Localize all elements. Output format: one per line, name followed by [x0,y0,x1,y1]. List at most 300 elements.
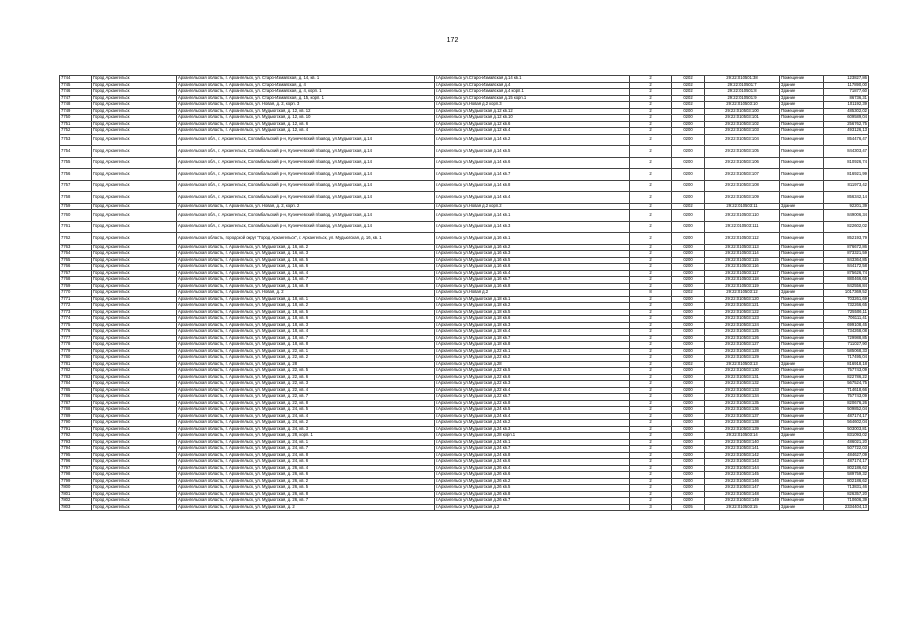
address-cell: Архангельская обл., г. Архангельск, Соломбальский р-н, Кузнечевский п/завод, ул.Мудьюгская, д.14 [177,157,435,169]
group-code-cell: 2 [630,192,672,204]
group-code-cell: 2 [630,277,672,284]
type-code-cell: 0200 [672,169,705,181]
type-code-cell: 0200 [672,485,705,492]
short-address-cell: г.Архангельск ул.Мудьюгская д.22 кв.3 [435,381,630,388]
municipality-cell: Город Архангельск [92,210,177,222]
short-address-cell: г.Архангельск ул.Мудьюгская д.18 кв.6 [435,316,630,323]
cadastral-number-cell: 29:22:010503:114 [705,251,780,258]
table-row [60,342,869,349]
group-code-cell: 2 [630,115,672,122]
value-cell: 875626,74 [824,270,869,277]
cadastral-number-cell: 29:22:010503:139 [705,426,780,433]
municipality-cell: Город Архангельск [92,387,177,394]
value-cell: 725506,11 [824,309,869,316]
object-type-cell: Помещение [780,264,824,271]
type-code-cell: 0200 [672,374,705,381]
object-type-cell: Помещение [780,180,824,192]
address-cell: Архангельская область, г. Архангельск, ул. Мудьюгская, д. 24, кв. 2 [177,420,435,427]
short-address-cell: г.Архангельск ул.Мудьюгская д.18 кв.1 [435,296,630,303]
value-cell: 856342,14 [824,192,869,204]
municipality-cell: Город Архангельск [92,277,177,284]
municipality-cell: Город Архангельск [92,452,177,459]
type-code-cell: 0200 [672,108,705,115]
value-cell: 699108,45 [824,322,869,329]
short-address-cell: г.Архангельск ул.Мудьюгская д.26 кв.8 [435,491,630,498]
row-number-cell: 7745 [60,82,92,89]
value-cell: 734268,08 [824,329,869,336]
table-row [60,465,869,472]
row-number-cell: 7779 [60,348,92,355]
short-address-cell: г.Архангельск ул.Мудьюгская д.14 кв.6 [435,157,630,169]
object-type-cell: Помещение [780,121,824,128]
table-row [60,102,869,109]
short-address-cell: г.Архангельск ул.Мудьюгская д.28 корп.1 [435,433,630,440]
row-number-cell: 7744 [60,76,92,83]
type-code-cell: 0200 [672,146,705,158]
table-row [60,244,869,251]
type-code-cell: 0205 [672,504,705,511]
row-number-cell: 7785 [60,387,92,394]
group-code-cell: 2 [630,251,672,258]
type-code-cell: 0200 [672,387,705,394]
object-type-cell: Здание [780,433,824,440]
address-cell: Архангельская область, г. Архангельск, ул. Мудьюгская, д. 28 [177,361,435,368]
table-row [60,146,869,158]
group-code-cell: 2 [630,303,672,310]
group-code-cell: 2 [630,348,672,355]
short-address-cell: г.Архангельск ул.Мудьюгская д.16 кв.1 [435,233,630,245]
cadastral-number-cell: 29:22:010503:122 [705,309,780,316]
table-row [60,368,869,375]
object-type-cell: Помещение [780,335,824,342]
value-cell: 873321,59 [824,251,869,258]
short-address-cell: г.Архангельск ул.Новая д.2 корп.2 [435,203,630,210]
object-type-cell: Здание [780,95,824,102]
value-cell: 71877,60 [824,89,869,96]
type-code-cell: 0200 [672,257,705,264]
address-cell: Архангельская область, г. Архангельск, ул. Мудьюгская, д. 22, кв. 6 [177,374,435,381]
table-row [60,433,869,440]
object-type-cell: Помещение [780,303,824,310]
municipality-cell: Город Архангельск [92,146,177,158]
short-address-cell: г.Архангельск ул.Мудьюгская д.14 кв.5 [435,146,630,158]
municipality-cell: Город Архангельск [92,374,177,381]
type-code-cell: 0200 [672,433,705,440]
municipality-cell: Город Архангельск [92,472,177,479]
short-address-cell: г.Архангельск ул.Мудьюгская д.14 кв.3 [435,221,630,233]
group-code-cell: 2 [630,342,672,349]
cadastral-number-cell: 29:22:010503:105 [705,146,780,158]
municipality-cell: Город Архангельск [92,491,177,498]
value-cell: 256762,75 [824,121,869,128]
value-cell: 507722,03 [824,446,869,453]
type-code-cell: 0200 [672,452,705,459]
object-type-cell: Помещение [780,233,824,245]
row-number-cell: 7771 [60,296,92,303]
cadastral-number-cell: 29:22:010503:146 [705,478,780,485]
object-type-cell: Помещение [780,210,824,222]
registry-table [59,75,869,511]
table-row [60,89,869,96]
short-address-cell: г.Архангельск ул.Мудьюгская д.2 [435,504,630,511]
municipality-cell: Город Архангельск [92,478,177,485]
short-address-cell: г.Архангельск ул.Мудьюгская д.22 кв.2 [435,355,630,362]
row-number-cell: 7789 [60,413,92,420]
table-row [60,121,869,128]
municipality-cell: Город Архангельск [92,270,177,277]
cadastral-number-cell: 29:22:010503:10 [705,102,780,109]
address-cell: Архангельская обл., г. Архангельск, Соломбальский р-н, Кузнечевский п/завод, ул.Мудьюгская, д.14 [177,146,435,158]
municipality-cell: Город Архангельск [92,485,177,492]
object-type-cell: Помещение [780,400,824,407]
type-code-cell: 0200 [672,407,705,414]
group-code-cell: 2 [630,452,672,459]
address-cell: Архангельская обл., г. Архангельск, Соломбальский р-н, Кузнечевский п/завод, ул.Мудьюгская, д.14 [177,192,435,204]
object-type-cell: Здание [780,82,824,89]
value-cell: 849006,34 [824,210,869,222]
object-type-cell: Помещение [780,348,824,355]
cadastral-number-cell: 29:22:010503:103 [705,128,780,135]
address-cell: Архангельская область, г. Архангельск, ул. Мудьюгская, д. 22, кв. 3 [177,381,435,388]
short-address-cell: г.Архангельск ул.Мудьюгская д.22 кв.5 [435,368,630,375]
value-cell: 717495,04 [824,355,869,362]
short-address-cell: г.Архангельск ул.Мудьюгская д.18 кв.7 [435,335,630,342]
value-cell: 711027,90 [824,342,869,349]
municipality-cell: Город Архангельск [92,426,177,433]
type-code-cell: 0200 [672,342,705,349]
value-cell: 487174,17 [824,413,869,420]
value-cell: 2334404,13 [824,504,869,511]
type-code-cell: 0200 [672,115,705,122]
address-cell: Архангельская область, г. Архангельск, ул. Мудьюгская, д. 16, кв. 3 [177,251,435,258]
row-number-cell: 7792 [60,433,92,440]
municipality-cell: Город Архангельск [92,465,177,472]
row-number-cell: 7761 [60,221,92,233]
cadastral-number-cell: 29:22:010503:135 [705,400,780,407]
table-row [60,221,869,233]
address-cell: Архангельская область, г. Архангельск, ул. Мудьюгская, д. 26, кв. 7 [177,498,435,505]
short-address-cell: г.Архангельск ул.Мудьюгская д.18 кв.3 [435,322,630,329]
group-code-cell: 2 [630,459,672,466]
type-code-cell: 0200 [672,329,705,336]
row-number-cell: 7751 [60,121,92,128]
group-code-cell: 2 [630,134,672,146]
municipality-cell: Город Архангельск [92,439,177,446]
table-row [60,210,869,222]
table-row [60,426,869,433]
row-number-cell: 7786 [60,394,92,401]
value-cell: 487174,17 [824,459,869,466]
value-cell: 732266,65 [824,303,869,310]
municipality-cell: Город Архангельск [92,89,177,96]
object-type-cell: Помещение [780,270,824,277]
object-type-cell: Помещение [780,394,824,401]
group-code-cell: 2 [630,426,672,433]
cadastral-number-cell: 29:22:010503:129 [705,355,780,362]
type-code-cell: 0200 [672,439,705,446]
address-cell: Архангельская область, г. Архангельск, ул. Мудьюгская, д. 18, кв. 5 [177,309,435,316]
group-code-cell: 2 [630,157,672,169]
table-row [60,95,869,102]
value-cell: 757743,09 [824,394,869,401]
group-code-cell: 2 [630,413,672,420]
row-number-cell: 7787 [60,400,92,407]
short-address-cell: г.Архангельск ул.Мудьюгская д.26 кв.6 [435,472,630,479]
address-cell: Архангельская область, г. Архангельск, ул. Мудьюгская, д. 22, кв. 8 [177,400,435,407]
object-type-cell: Помещение [780,498,824,505]
type-code-cell: 0200 [672,478,705,485]
value-cell: 826357,20 [824,491,869,498]
value-cell: 843364,85 [824,257,869,264]
object-type-cell: Помещение [780,355,824,362]
type-code-cell: 0200 [672,400,705,407]
type-code-cell: 0200 [672,335,705,342]
short-address-cell: г.Архангельск ул.Старо-Измайская д.4 [435,82,630,89]
short-address-cell: г.Архангельск ул.Новая д.2 [435,290,630,297]
object-type-cell: Помещение [780,128,824,135]
municipality-cell: Город Архангельск [92,316,177,323]
address-cell: Архангельская область, г. Архангельск, ул. Мудьюгская, д. 26, кв. 4 [177,465,435,472]
type-code-cell: 0200 [672,465,705,472]
group-code-cell: 2 [630,400,672,407]
value-cell: 842556,84 [824,283,869,290]
row-number-cell: 7802 [60,498,92,505]
table-row [60,472,869,479]
value-cell: 714618,66 [824,387,869,394]
object-type-cell: Помещение [780,459,824,466]
row-number-cell: 7755 [60,157,92,169]
short-address-cell: г.Архангельск ул.Мудьюгская д.18 кв.2 [435,303,630,310]
cadastral-number-cell: 29:22:010503:12 [705,290,780,297]
table-row [60,233,869,245]
row-number-cell: 7793 [60,439,92,446]
type-code-cell: 0200 [672,348,705,355]
municipality-cell: Город Архангельск [92,82,177,89]
row-number-cell: 7762 [60,233,92,245]
object-type-cell: Помещение [780,426,824,433]
municipality-cell: Город Архангельск [92,335,177,342]
group-code-cell: 2 [630,169,672,181]
table-row [60,169,869,181]
group-code-cell: 2 [630,472,672,479]
municipality-cell: Город Архангельск [92,433,177,440]
type-code-cell: 0202 [672,82,705,89]
row-number-cell: 7759 [60,203,92,210]
address-cell: Архангельская область, г. Архангельск, ул. Мудьюгская, д. 16, кв. 8 [177,283,435,290]
short-address-cell: г.Архангельск ул.Старо-Измайская д.4 корп.1 [435,89,630,96]
object-type-cell: Помещение [780,413,824,420]
row-number-cell: 7770 [60,290,92,297]
type-code-cell: 0202 [672,203,705,210]
municipality-cell: Город Архангельск [92,192,177,204]
value-cell: 703261,69 [824,296,869,303]
group-code-cell: 2 [630,465,672,472]
object-type-cell: Здание [780,504,824,511]
group-code-cell: 2 [630,180,672,192]
value-cell: 876672,86 [824,244,869,251]
value-cell: 844303,47 [824,146,869,158]
type-code-cell: 0200 [672,157,705,169]
group-code-cell: 2 [630,233,672,245]
cadastral-number-cell: 29:22:010503:126 [705,335,780,342]
object-type-cell: Помещение [780,296,824,303]
row-number-cell: 7772 [60,303,92,310]
object-type-cell: Помещение [780,251,824,258]
address-cell: Архангельская область, г. Архангельск, ул. Мудьюгская, д. 18, кв. 1 [177,296,435,303]
short-address-cell: г.Архангельск ул.Мудьюгская д.14 кв.2 [435,134,630,146]
municipality-cell: Город Архангельск [92,283,177,290]
value-cell: 757743,09 [824,368,869,375]
object-type-cell: Помещение [780,387,824,394]
table-row [60,335,869,342]
value-cell: 802186,62 [824,478,869,485]
address-cell: Архангельская обл., г. Архангельск, Соломбальский р-н, Кузнечевский п/завод, ул.Мудьюгская, д.14 [177,210,435,222]
cadastral-number-cell: 29:22:010503:131 [705,374,780,381]
value-cell: 816921,99 [824,169,869,181]
type-code-cell: 0200 [672,264,705,271]
address-cell: Архангельская область, г. Архангельск, ул. Мудьюгская, д. 22, кв. 4 [177,387,435,394]
address-cell: Архангельская область, г. Архангельск, ул. Мудьюгская, д. 18, кв. 6 [177,316,435,323]
cadastral-number-cell: 29:22:010503:116 [705,264,780,271]
cadastral-number-cell: 29:22:010503:14 [705,433,780,440]
address-cell: Архангельская область, г. Архангельск, ул. Мудьюгская, д. 18, кв. 2 [177,303,435,310]
table-row [60,296,869,303]
address-cell: Архангельская область, г. Архангельск, ул. Мудьюгская, д. 16, кв. 2 [177,244,435,251]
object-type-cell: Помещение [780,322,824,329]
type-code-cell: 0200 [672,381,705,388]
table-row [60,394,869,401]
short-address-cell: г.Архангельск ул.Мудьюгская д.18 кв.8 [435,342,630,349]
type-code-cell: 0200 [672,459,705,466]
value-cell: 564602,04 [824,420,869,427]
table-row [60,192,869,204]
municipality-cell: Город Архангельск [92,221,177,233]
row-number-cell: 7754 [60,146,92,158]
object-type-cell: Помещение [780,108,824,115]
group-code-cell: 2 [630,329,672,336]
type-code-cell: 0200 [672,221,705,233]
address-cell: Архангельская область, г. Архангельск, ул. Мудьюгская, д. 18, кв. 4 [177,329,435,336]
table-row [60,439,869,446]
short-address-cell: г.Архангельск ул.Мудьюгская д.14 кв.1 [435,210,630,222]
cadastral-number-cell: 29:22:010503:148 [705,491,780,498]
object-type-cell: Помещение [780,446,824,453]
short-address-cell: г.Архангельск ул.Новая д.2 корп.3 [435,102,630,109]
address-cell: Архангельская область, г. Архангельск, ул. Старо-Измайская, д. 4, корп. 1 [177,89,435,96]
row-number-cell: 7780 [60,355,92,362]
short-address-cell: г.Архангельск ул.Мудьюгская д.12 кв.6 [435,121,630,128]
short-address-cell: г.Архангельск ул.Мудьюгская д.22 кв.4 [435,387,630,394]
group-code-cell: 2 [630,381,672,388]
cadastral-number-cell: 29:22:010503:108 [705,180,780,192]
value-cell: 567524,75 [824,381,869,388]
table-row [60,316,869,323]
object-type-cell: Помещение [780,472,824,479]
group-code-cell: 2 [630,244,672,251]
short-address-cell: г.Архангельск ул.Мудьюгская д.18 кв.5 [435,309,630,316]
short-address-cell: г.Архангельск ул.Мудьюгская д.24 кв.1 [435,439,630,446]
object-type-cell: Помещение [780,309,824,316]
row-number-cell: 7799 [60,478,92,485]
cadastral-number-cell: 29:22:010503:119 [705,283,780,290]
value-cell: 852193,79 [824,233,869,245]
cadastral-number-cell: 29:22:010503:138 [705,420,780,427]
table-row [60,82,869,89]
municipality-cell: Город Архангельск [92,257,177,264]
cadastral-number-cell: 29:22:010503:143 [705,459,780,466]
address-cell: Архангельская область, г. Архангельск, ул. Мудьюгская, д. 12, кв. 6 [177,121,435,128]
object-type-cell: Помещение [780,244,824,251]
address-cell: Архангельская область, г. Архангельск, ул. Мудьюгская, д. 26, кв. 2 [177,478,435,485]
type-code-cell: 0200 [672,446,705,453]
type-code-cell: 0202 [672,102,705,109]
address-cell: Архангельская область, г. Архангельск, ул. Мудьюгская, д. 24, кв. 6 [177,459,435,466]
address-cell: Архангельская область, г. Архангельск, ул. Мудьюгская, д. 26, кв. 6 [177,472,435,479]
value-cell: 710606,39 [824,498,869,505]
page-number: 172 [446,37,459,44]
table-row [60,387,869,394]
object-type-cell: Помещение [780,329,824,336]
row-number-cell: 7766 [60,264,92,271]
municipality-cell: Город Архангельск [92,394,177,401]
table-row [60,257,869,264]
group-code-cell: 2 [630,121,672,128]
address-cell: Архангельская область, г. Архангельск, ул. Мудьюгская, д. 12, кв. 12 [177,108,435,115]
address-cell: Архангельская область, г. Архангельск, ул. Мудьюгская, д. 2 [177,504,435,511]
municipality-cell: Город Архангельск [92,203,177,210]
cadastral-number-cell: 29:22:010503:130 [705,368,780,375]
table-row [60,303,869,310]
cadastral-number-cell: 29:22:010503:145 [705,472,780,479]
table-row [60,134,869,146]
object-type-cell: Помещение [780,157,824,169]
cadastral-number-cell: 29:22:010503:128 [705,348,780,355]
row-number-cell: 7756 [60,169,92,181]
address-cell: Архангельская область, г. Архангельск, ул. Мудьюгская, д. 12, кв. 4 [177,128,435,135]
group-code-cell: 2 [630,322,672,329]
row-number-cell: 7775 [60,322,92,329]
table-row [60,348,869,355]
municipality-cell: Город Архангельск [92,233,177,245]
cadastral-number-cell: 29:22:010503:112 [705,233,780,245]
cadastral-number-cell: 29:22:010503:140 [705,439,780,446]
type-code-cell: 0200 [672,498,705,505]
address-cell: Архангельская область, г. Архангельск, ул. Мудьюгская, д. 18, кв. 3 [177,322,435,329]
cadastral-number-cell: 29:22:010503:132 [705,381,780,388]
table-row [60,180,869,192]
row-number-cell: 7767 [60,270,92,277]
value-cell: 844172,58 [824,264,869,271]
cadastral-number-cell: 29:22:010503:109 [705,192,780,204]
row-number-cell: 7801 [60,491,92,498]
municipality-cell: Город Архангельск [92,446,177,453]
cadastral-number-cell: 29:22:010503:11 [705,203,780,210]
short-address-cell: г.Архангельск ул.Мудьюгская д.24 кв.7 [435,446,630,453]
table-row [60,355,869,362]
group-code-cell: 2 [630,82,672,89]
group-code-cell: 2 [630,407,672,414]
table-row [60,407,869,414]
object-type-cell: Здание [780,89,824,96]
cadastral-number-cell: 29:22:010503:127 [705,342,780,349]
row-number-cell: 7788 [60,407,92,414]
object-type-cell: Здание [780,102,824,109]
municipality-cell: Город Архангельск [92,420,177,427]
table-row [60,420,869,427]
short-address-cell: г.Архангельск ул.Мудьюгская д.26 кв.5 [435,485,630,492]
value-cell: 831093,02 [824,433,869,440]
address-cell: Архангельская область, г. Архангельск, ул. Мудьюгская, д. 24, кв. 8 [177,452,435,459]
